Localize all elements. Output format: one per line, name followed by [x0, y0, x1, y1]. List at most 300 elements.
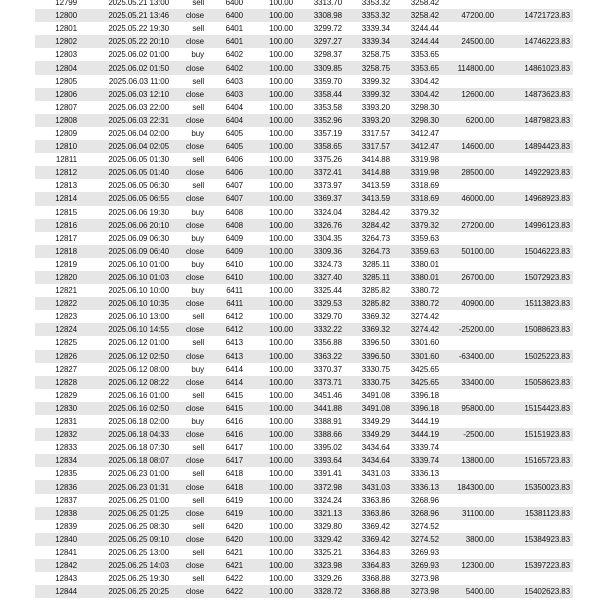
table-row[interactable]: [35, 166, 573, 179]
cell-tp: 3379.32: [410, 220, 439, 230]
cell-time: 2025.06.04 02:05: [108, 142, 169, 152]
table-row[interactable]: [35, 232, 573, 245]
cell-type: sell: [192, 155, 204, 165]
cell-profit: 3800.00: [465, 534, 494, 544]
table-row[interactable]: [35, 467, 573, 480]
cell-size: 100.00: [269, 0, 293, 8]
table-row[interactable]: [35, 363, 573, 376]
table-row[interactable]: [35, 297, 573, 310]
cell-tp: 3353.65: [410, 50, 439, 60]
table-row[interactable]: [35, 559, 573, 572]
cell-order: 6405: [225, 128, 243, 138]
cell-type: close: [185, 220, 204, 230]
table-row[interactable]: [35, 9, 573, 22]
cell-time: 2025.06.23 01:31: [108, 482, 169, 492]
cell-time: 2025.06.18 02:00: [108, 417, 169, 427]
cell-size: 100.00: [269, 325, 293, 335]
cell-order: 6402: [225, 63, 243, 73]
cell-profit: 46000.00: [461, 194, 494, 204]
table-row[interactable]: [35, 585, 573, 598]
cell-id: 12806: [55, 89, 77, 99]
table-row[interactable]: [35, 441, 573, 454]
cell-id: 12809: [55, 128, 77, 138]
table-row[interactable]: [35, 507, 573, 520]
table-row[interactable]: [35, 415, 573, 428]
cell-time: 2025.06.05 06:30: [108, 181, 169, 191]
cell-time: 2025.06.05 01:40: [108, 168, 169, 178]
cell-id: 12825: [55, 338, 77, 348]
cell-time: 2025.06.09 06:30: [108, 233, 169, 243]
table-row[interactable]: [35, 192, 573, 205]
cell-sl: 3369.32: [361, 312, 390, 322]
cell-size: 100.00: [269, 469, 293, 479]
table-row[interactable]: [35, 389, 573, 402]
cell-sl: 3393.20: [361, 115, 390, 125]
cell-type: sell: [192, 76, 204, 86]
cell-price: 3329.80: [313, 521, 342, 531]
cell-size: 100.00: [269, 102, 293, 112]
cell-size: 100.00: [269, 142, 293, 152]
cell-time: 2025.05.22 20:10: [108, 37, 169, 47]
cell-price: 3299.72: [313, 24, 342, 34]
cell-sl: 3369.42: [361, 521, 390, 531]
cell-size: 100.00: [269, 194, 293, 204]
cell-price: 3391.41: [313, 469, 342, 479]
cell-id: 12834: [55, 456, 77, 466]
cell-order: 6401: [225, 37, 243, 47]
cell-balance: 14746223.83: [524, 37, 570, 47]
cell-type: sell: [192, 521, 204, 531]
cell-id: 12812: [55, 168, 77, 178]
cell-price: 3298.37: [313, 50, 342, 60]
cell-id: 12804: [55, 63, 77, 73]
cell-time: 2025.06.25 19:30: [108, 574, 169, 584]
cell-size: 100.00: [269, 233, 293, 243]
cell-order: 6419: [225, 495, 243, 505]
cell-order: 6420: [225, 534, 243, 544]
cell-order: 6417: [225, 443, 243, 453]
cell-type: close: [185, 482, 204, 492]
cell-profit: 26700.00: [461, 273, 494, 283]
cell-size: 100.00: [269, 364, 293, 374]
cell-type: close: [185, 377, 204, 387]
cell-price: 3297.27: [313, 37, 342, 47]
cell-size: 100.00: [269, 338, 293, 348]
table-row[interactable]: [35, 140, 573, 153]
cell-tp: 3273.98: [410, 587, 439, 597]
cell-sl: 3330.75: [361, 377, 390, 387]
cell-sl: 3434.64: [361, 456, 390, 466]
cell-sl: 3285.82: [361, 299, 390, 309]
cell-tp: 3380.01: [410, 273, 439, 283]
cell-price: 3369.37: [313, 194, 342, 204]
cell-sl: 3399.32: [361, 89, 390, 99]
cell-balance: 14861023.83: [524, 63, 570, 73]
cell-tp: 3268.96: [410, 495, 439, 505]
cell-type: close: [185, 456, 204, 466]
cell-tp: 3298.30: [410, 115, 439, 125]
cell-size: 100.00: [269, 312, 293, 322]
cell-order: 6407: [225, 181, 243, 191]
cell-balance: 15046223.83: [524, 246, 570, 256]
cell-size: 100.00: [269, 11, 293, 21]
cell-price: 3352.96: [313, 115, 342, 125]
table-row[interactable]: [35, 61, 573, 74]
cell-price: 3393.64: [313, 456, 342, 466]
cell-order: 6409: [225, 246, 243, 256]
cell-sl: 3431.03: [361, 469, 390, 479]
cell-sl: 3353.32: [361, 11, 390, 21]
table-row[interactable]: [35, 245, 573, 258]
table-row[interactable]: [35, 206, 573, 219]
cell-time: 2025.05.21 13:46: [108, 11, 169, 21]
cell-tp: 3273.98: [410, 574, 439, 584]
cell-time: 2025.06.25 08:30: [108, 521, 169, 531]
cell-time: 2025.06.05 01:30: [108, 155, 169, 165]
cell-sl: 3264.73: [361, 233, 390, 243]
cell-price: 3388.66: [313, 430, 342, 440]
cell-sl: 3339.34: [361, 24, 390, 34]
cell-price: 3356.88: [313, 338, 342, 348]
cell-tp: 3258.42: [410, 11, 439, 21]
cell-time: 2025.06.18 07:30: [108, 443, 169, 453]
cell-tp: 3298.30: [410, 102, 439, 112]
cell-id: 12823: [55, 312, 77, 322]
table-row[interactable]: [35, 323, 573, 336]
cell-balance: 15402623.83: [524, 587, 570, 597]
cell-type: buy: [191, 233, 204, 243]
cell-profit: 50100.00: [461, 246, 494, 256]
table-row[interactable]: [35, 402, 573, 415]
cell-id: 12813: [55, 181, 77, 191]
cell-price: 3329.70: [313, 312, 342, 322]
cell-order: 6411: [226, 286, 243, 296]
cell-time: 2025.06.10 10:00: [108, 286, 169, 296]
cell-size: 100.00: [269, 76, 293, 86]
cell-sl: 3317.57: [361, 128, 390, 138]
cell-type: sell: [192, 24, 204, 34]
cell-time: 2025.06.25 13:00: [108, 547, 169, 557]
cell-order: 6417: [225, 456, 243, 466]
cell-size: 100.00: [269, 181, 293, 191]
cell-time: 2025.06.16 01:00: [108, 390, 169, 400]
cell-id: 12835: [55, 469, 77, 479]
cell-type: buy: [191, 50, 204, 60]
cell-tp: 3268.96: [410, 508, 439, 518]
cell-price: 3353.58: [313, 102, 342, 112]
cell-type: sell: [192, 102, 204, 112]
cell-price: 3323.98: [313, 561, 342, 571]
cell-type: sell: [192, 495, 204, 505]
cell-balance: 15381123.83: [524, 508, 570, 518]
cell-balance: 15058623.83: [524, 377, 570, 387]
cell-id: 12839: [55, 521, 77, 531]
cell-id: 12819: [55, 259, 77, 269]
cell-sl: 3413.59: [361, 181, 390, 191]
table-row[interactable]: [35, 0, 573, 9]
cell-id: 12831: [55, 417, 77, 427]
cell-order: 6413: [225, 338, 243, 348]
cell-price: 3372.41: [313, 168, 342, 178]
cell-sl: 3414.88: [361, 168, 390, 178]
cell-price: 3321.13: [313, 508, 342, 518]
table-row[interactable]: [35, 219, 573, 232]
table-row[interactable]: [35, 546, 573, 559]
cell-size: 100.00: [269, 246, 293, 256]
cell-price: 3359.70: [313, 76, 342, 86]
cell-id: 12799: [55, 0, 77, 8]
cell-tp: 3353.65: [410, 63, 439, 73]
cell-balance: 15088623.83: [524, 325, 570, 335]
table-row[interactable]: [35, 271, 573, 284]
cell-time: 2025.06.10 01:03: [108, 273, 169, 283]
cell-order: 6421: [225, 561, 243, 571]
cell-size: 100.00: [269, 403, 293, 413]
cell-size: 100.00: [269, 574, 293, 584]
cell-id: 12836: [55, 482, 77, 492]
table-row[interactable]: [35, 480, 573, 493]
cell-time: 2025.06.12 08:00: [108, 364, 169, 374]
cell-time: 2025.06.25 09:10: [108, 534, 169, 544]
cell-tp: 3274.42: [410, 312, 439, 322]
cell-tp: 3336.13: [410, 469, 439, 479]
cell-size: 100.00: [269, 63, 293, 73]
cell-id: 12827: [55, 364, 77, 374]
table-row[interactable]: [35, 284, 573, 297]
table-row[interactable]: [35, 572, 573, 585]
cell-id: 12808: [55, 115, 77, 125]
cell-type: buy: [191, 207, 204, 217]
cell-time: 2025.06.03 22:31: [108, 115, 169, 125]
cell-size: 100.00: [269, 24, 293, 34]
cell-order: 6412: [225, 312, 243, 322]
cell-order: 6414: [225, 377, 243, 387]
table-row[interactable]: [35, 520, 573, 533]
cell-order: 6421: [225, 547, 243, 557]
table-row[interactable]: [35, 336, 573, 349]
cell-price: 3329.26: [313, 574, 342, 584]
cell-time: 2025.06.18 04:33: [108, 430, 169, 440]
table-row[interactable]: [35, 48, 573, 61]
cell-type: sell: [192, 312, 204, 322]
cell-balance: 14996123.83: [524, 220, 570, 230]
cell-order: 6402: [225, 50, 243, 60]
cell-id: 12817: [55, 233, 77, 243]
table-row[interactable]: [35, 428, 573, 441]
cell-tp: 3274.52: [410, 521, 439, 531]
cell-price: 3441.88: [313, 403, 342, 413]
cell-tp: 3244.44: [410, 24, 439, 34]
table-row[interactable]: [35, 376, 573, 389]
cell-sl: 3399.32: [361, 76, 390, 86]
cell-sl: 3396.50: [361, 338, 390, 348]
cell-size: 100.00: [269, 443, 293, 453]
table-row[interactable]: [35, 35, 573, 48]
cell-id: 12814: [55, 194, 77, 204]
cell-size: 100.00: [269, 521, 293, 531]
cell-order: 6400: [225, 11, 243, 21]
cell-id: 12829: [55, 390, 77, 400]
cell-sl: 3413.59: [361, 194, 390, 204]
cell-balance: 15350023.83: [524, 482, 570, 492]
cell-sl: 3363.86: [361, 495, 390, 505]
cell-time: 2025.06.10 13:00: [108, 312, 169, 322]
cell-tp: 3318.69: [410, 181, 439, 191]
cell-price: 3388.91: [313, 417, 342, 427]
cell-id: 12800: [55, 11, 77, 21]
cell-sl: 3258.75: [361, 63, 390, 73]
cell-tp: 3319.98: [410, 155, 439, 165]
cell-order: 6407: [225, 194, 243, 204]
cell-type: close: [185, 430, 204, 440]
cell-profit: 27200.00: [461, 220, 494, 230]
cell-time: 2025.06.04 02:00: [108, 128, 169, 138]
cell-sl: 3491.08: [361, 390, 390, 400]
cell-size: 100.00: [269, 50, 293, 60]
cell-profit: 47200.00: [461, 11, 494, 21]
cell-balance: 14968923.83: [524, 194, 570, 204]
cell-order: 6422: [225, 587, 243, 597]
cell-profit: 14600.00: [461, 142, 494, 152]
cell-size: 100.00: [269, 207, 293, 217]
table-row[interactable]: [35, 494, 573, 507]
cell-price: 3324.73: [313, 259, 342, 269]
cell-tp: 3274.52: [410, 534, 439, 544]
cell-order: 6422: [225, 574, 243, 584]
cell-order: 6405: [225, 142, 243, 152]
cell-sl: 3317.57: [361, 142, 390, 152]
cell-id: 12824: [55, 325, 77, 335]
cell-tp: 3319.98: [410, 168, 439, 178]
table-row[interactable]: [35, 88, 573, 101]
cell-time: 2025.06.10 01:00: [108, 259, 169, 269]
table-row[interactable]: [35, 114, 573, 127]
cell-id: 12822: [55, 299, 77, 309]
cell-time: 2025.06.03 12:10: [108, 89, 169, 99]
cell-balance: 14922923.83: [524, 168, 570, 178]
cell-time: 2025.06.03 22:00: [108, 102, 169, 112]
cell-size: 100.00: [269, 259, 293, 269]
table-row[interactable]: [35, 179, 573, 192]
cell-order: 6409: [225, 233, 243, 243]
cell-size: 100.00: [269, 508, 293, 518]
cell-tp: 3318.69: [410, 194, 439, 204]
cell-type: close: [185, 403, 204, 413]
cell-profit: 31100.00: [462, 508, 494, 518]
cell-time: 2025.06.10 10:35: [108, 299, 169, 309]
cell-type: close: [185, 194, 204, 204]
cell-order: 6404: [225, 115, 243, 125]
cell-tp: 3359.63: [410, 233, 439, 243]
cell-balance: 15113823.83: [524, 299, 570, 309]
cell-sl: 3339.34: [361, 37, 390, 47]
cell-time: 2025.06.06 20:10: [108, 220, 169, 230]
cell-tp: 3444.19: [410, 430, 439, 440]
cell-price: 3395.02: [313, 443, 342, 453]
table-row[interactable]: [35, 101, 573, 114]
cell-tp: 3244.44: [410, 37, 439, 47]
cell-type: sell: [192, 443, 204, 453]
cell-time: 2025.06.25 20:25: [108, 587, 169, 597]
cell-id: 12810: [55, 142, 77, 152]
cell-type: buy: [191, 286, 204, 296]
cell-type: sell: [192, 0, 204, 8]
cell-price: 3329.42: [313, 534, 342, 544]
cell-price: 3358.44: [313, 89, 342, 99]
cell-order: 6400: [225, 0, 243, 8]
cell-tp: 3412.47: [410, 128, 439, 138]
cell-size: 100.00: [269, 299, 293, 309]
cell-size: 100.00: [269, 89, 293, 99]
cell-tp: 3396.18: [410, 403, 439, 413]
cell-tp: 3339.74: [410, 443, 439, 453]
cell-time: 2025.06.03 11:00: [108, 76, 169, 86]
cell-size: 100.00: [269, 220, 293, 230]
cell-order: 6415: [225, 403, 243, 413]
cell-balance: 15384923.83: [524, 534, 570, 544]
cell-tp: 3379.32: [410, 207, 439, 217]
cell-sl: 3363.86: [361, 508, 390, 518]
cell-sl: 3264.73: [361, 246, 390, 256]
cell-tp: 3380.72: [410, 299, 439, 309]
cell-time: 2025.06.12 08:22: [108, 377, 169, 387]
cell-size: 100.00: [269, 390, 293, 400]
cell-profit: 6200.00: [465, 115, 494, 125]
table-row[interactable]: [35, 258, 573, 271]
cell-id: 12803: [55, 50, 77, 60]
cell-order: 6416: [225, 430, 243, 440]
cell-sl: 3284.42: [361, 207, 390, 217]
table-row[interactable]: [35, 310, 573, 323]
cell-type: close: [185, 168, 204, 178]
cell-order: 6408: [225, 220, 243, 230]
cell-size: 100.00: [269, 561, 293, 571]
table-row[interactable]: [35, 22, 573, 35]
cell-sl: 3414.88: [361, 155, 390, 165]
cell-balance: 15165723.83: [524, 456, 570, 466]
cell-price: 3373.71: [313, 377, 342, 387]
cell-profit: 12300.00: [461, 561, 494, 571]
cell-price: 3326.76: [313, 220, 342, 230]
cell-order: 6420: [225, 521, 243, 531]
cell-type: sell: [192, 338, 204, 348]
cell-type: close: [185, 534, 204, 544]
cell-profit: 12600.00: [461, 89, 494, 99]
table-row[interactable]: [35, 454, 573, 467]
cell-price: 3357.19: [313, 128, 342, 138]
cell-sl: 3285.11: [362, 259, 390, 269]
table-row[interactable]: [35, 75, 573, 88]
trade-history-table: [35, 0, 573, 598]
cell-price: 3328.72: [313, 587, 342, 597]
cell-tp: 3396.18: [410, 390, 439, 400]
table-row[interactable]: [35, 127, 573, 140]
cell-id: 12821: [55, 286, 77, 296]
cell-size: 100.00: [269, 37, 293, 47]
cell-tp: 3380.72: [410, 286, 439, 296]
cell-size: 100.00: [269, 417, 293, 427]
cell-profit: 114800.00: [457, 63, 494, 73]
cell-time: 2025.06.25 14:03: [108, 561, 169, 571]
cell-balance: 15397223.83: [524, 561, 570, 571]
cell-type: sell: [192, 547, 204, 557]
cell-type: close: [185, 11, 204, 21]
cell-time: 2025.05.22 19:30: [108, 24, 169, 34]
table-row[interactable]: [35, 533, 573, 546]
cell-id: 12833: [55, 443, 77, 453]
table-row[interactable]: [35, 350, 573, 363]
table-row[interactable]: [35, 153, 573, 166]
